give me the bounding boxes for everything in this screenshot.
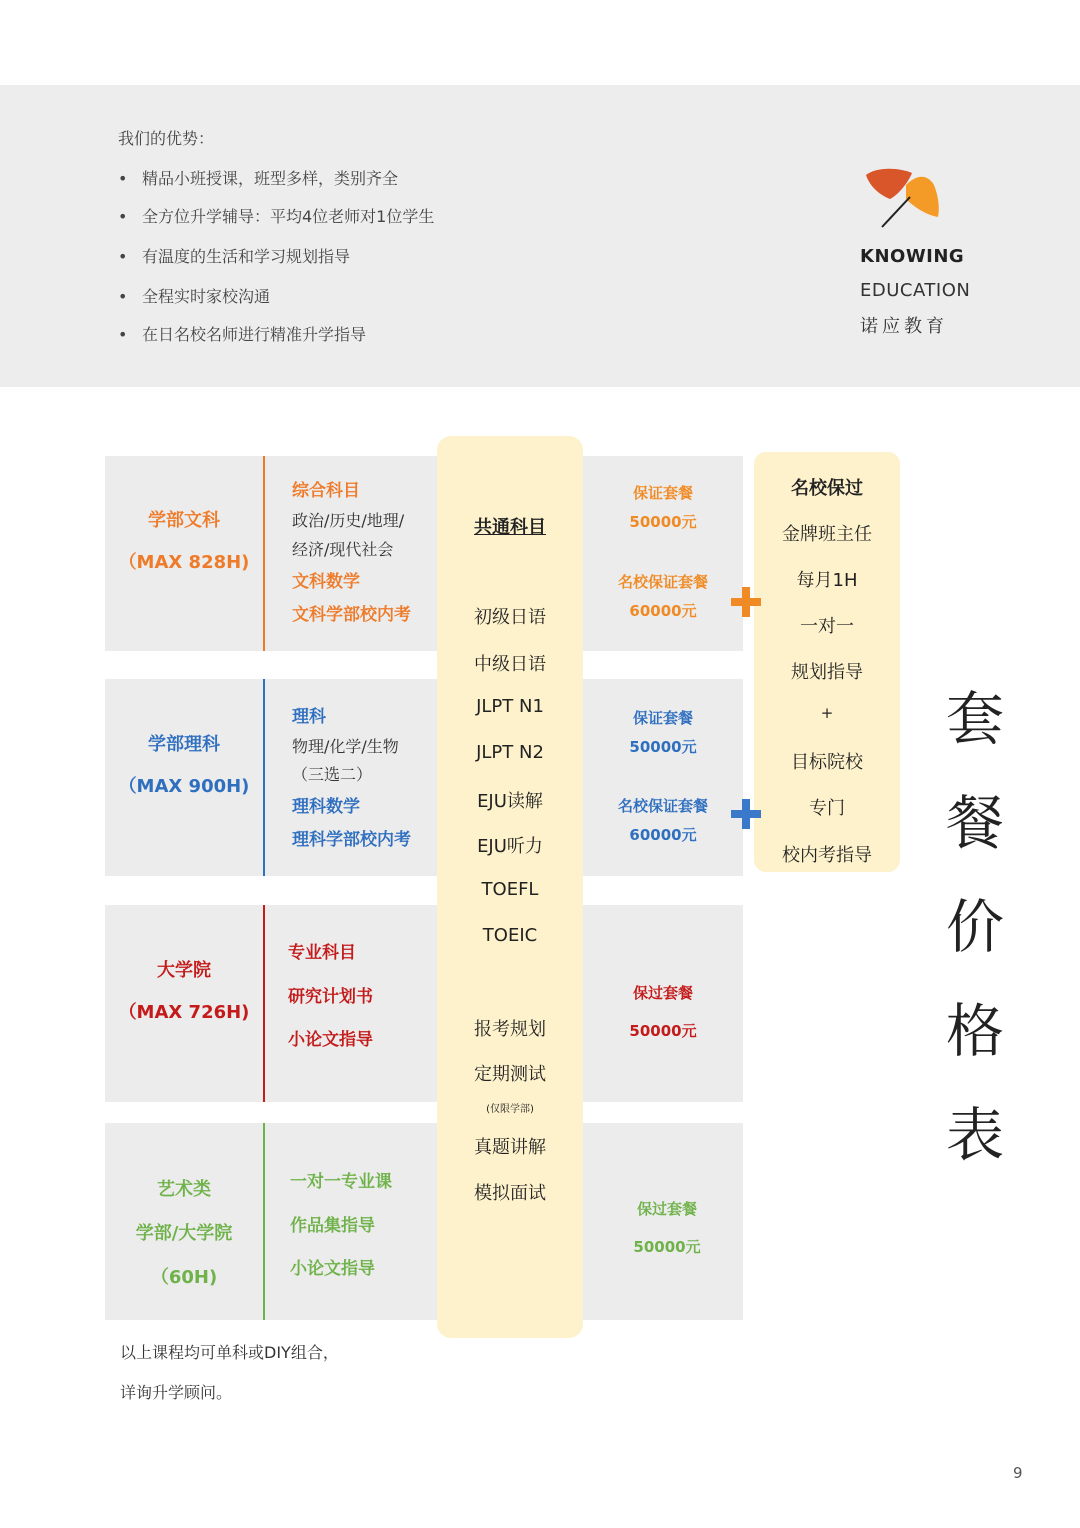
- premium-item: 金牌班主任: [782, 524, 872, 545]
- package-pass: 保过套餐 50000元: [633, 1200, 701, 1256]
- premium-item: 校内考指导: [782, 845, 872, 866]
- subject-heading: 专业科目: [288, 943, 356, 963]
- package-top-school: 名校保证套餐 60000元: [617, 797, 708, 844]
- row-title: 大学院 （MAX 726H): [118, 960, 250, 1023]
- row-title: 艺术类 学部/大学院 （60H): [135, 1179, 233, 1288]
- subject-heading: 一对一专业课: [290, 1172, 392, 1192]
- common-subject-item: EJU读解: [477, 791, 543, 812]
- common-subjects-heading: 共通科目: [474, 517, 546, 538]
- premium-plus: +: [820, 704, 834, 722]
- premium-item: 目标院校: [791, 752, 863, 773]
- premium-heading: 名校保过: [791, 478, 863, 499]
- advantage-item: • 全方位升学辅导：平均4位老师对1位学生: [118, 207, 435, 226]
- common-subject-item: 报考规划: [474, 1019, 546, 1040]
- package-guarantee: 保证套餐 50000元: [629, 709, 697, 756]
- subject-heading: 文科数学: [292, 572, 360, 592]
- brand-subname-en: EDUCATION: [860, 280, 971, 301]
- divider: [263, 1123, 265, 1320]
- premium-item: 规划指导: [791, 662, 863, 683]
- package-guarantee: 保证套餐 50000元: [629, 484, 697, 531]
- advantage-item: • 精品小班授课，班型多样，类别齐全: [118, 169, 399, 188]
- common-subject-item: TOEIC: [482, 925, 538, 946]
- common-subject-item: 真题讲解: [474, 1137, 546, 1158]
- package-pass: 保过套餐 50000元: [629, 984, 697, 1040]
- common-subject-item: 初级日语: [474, 607, 546, 628]
- divider: [263, 456, 265, 651]
- common-subject-note: (仅限学部): [486, 1104, 534, 1115]
- common-subject-item: 定期测试: [474, 1064, 546, 1085]
- divider: [263, 679, 265, 876]
- row-title: 学部文科 （MAX 828H): [118, 510, 250, 573]
- divider: [263, 905, 265, 1102]
- subject-heading: 理科数学: [292, 797, 360, 817]
- common-subject-item: TOEFL: [481, 879, 539, 900]
- brand-name-en: KNOWING: [860, 246, 965, 267]
- common-subject-item: JLPT N2: [476, 742, 544, 763]
- common-subject-item: 模拟面试: [474, 1183, 546, 1204]
- advantages-title: 我们的优势：: [118, 129, 215, 148]
- premium-item: 每月1H: [796, 570, 858, 591]
- subject-item: （三选二）: [292, 765, 373, 784]
- subject-item: 政治/历史/地理/: [292, 511, 405, 530]
- subject-heading: 研究计划书: [288, 987, 373, 1007]
- plus-icon: [731, 587, 761, 617]
- advantage-item: • 在日名校名师进行精准升学指导: [118, 325, 367, 344]
- subject-heading: 理科: [292, 707, 326, 727]
- brand-name-cn: 诺应教育: [860, 316, 948, 337]
- subject-item: 物理/化学/生物: [292, 737, 399, 756]
- premium-item: 专门: [809, 798, 845, 819]
- subject-heading: 作品集指导: [290, 1216, 375, 1236]
- ginkgo-leaf-logo-icon: [862, 165, 942, 229]
- premium-item: 一对一: [800, 616, 854, 637]
- subject-item: 经济/现代社会: [292, 540, 394, 559]
- row-title: 学部理科 （MAX 900H): [118, 734, 250, 797]
- subject-heading: 综合科目: [292, 481, 360, 501]
- page-number: 9: [1013, 1464, 1023, 1482]
- plus-icon: [731, 799, 761, 829]
- common-subject-item: 中级日语: [474, 654, 546, 675]
- subject-heading: 小论文指导: [290, 1259, 375, 1279]
- advantage-item: • 全程实时家校沟通: [118, 287, 271, 306]
- footnote-line: 以上课程均可单科或DIY组合，: [120, 1343, 339, 1362]
- common-subject-item: EJU听力: [477, 836, 543, 857]
- subject-heading: 文科学部校内考: [292, 605, 411, 625]
- package-top-school: 名校保证套餐 60000元: [617, 573, 708, 620]
- page-title: 套 餐 价 格 表: [945, 685, 1004, 1169]
- footnote-line: 详询升学顾问。: [120, 1383, 233, 1402]
- common-subject-item: JLPT N1: [476, 696, 544, 717]
- advantage-item: • 有温度的生活和学习规划指导: [118, 247, 351, 266]
- subject-heading: 小论文指导: [288, 1030, 373, 1050]
- subject-heading: 理科学部校内考: [292, 830, 411, 850]
